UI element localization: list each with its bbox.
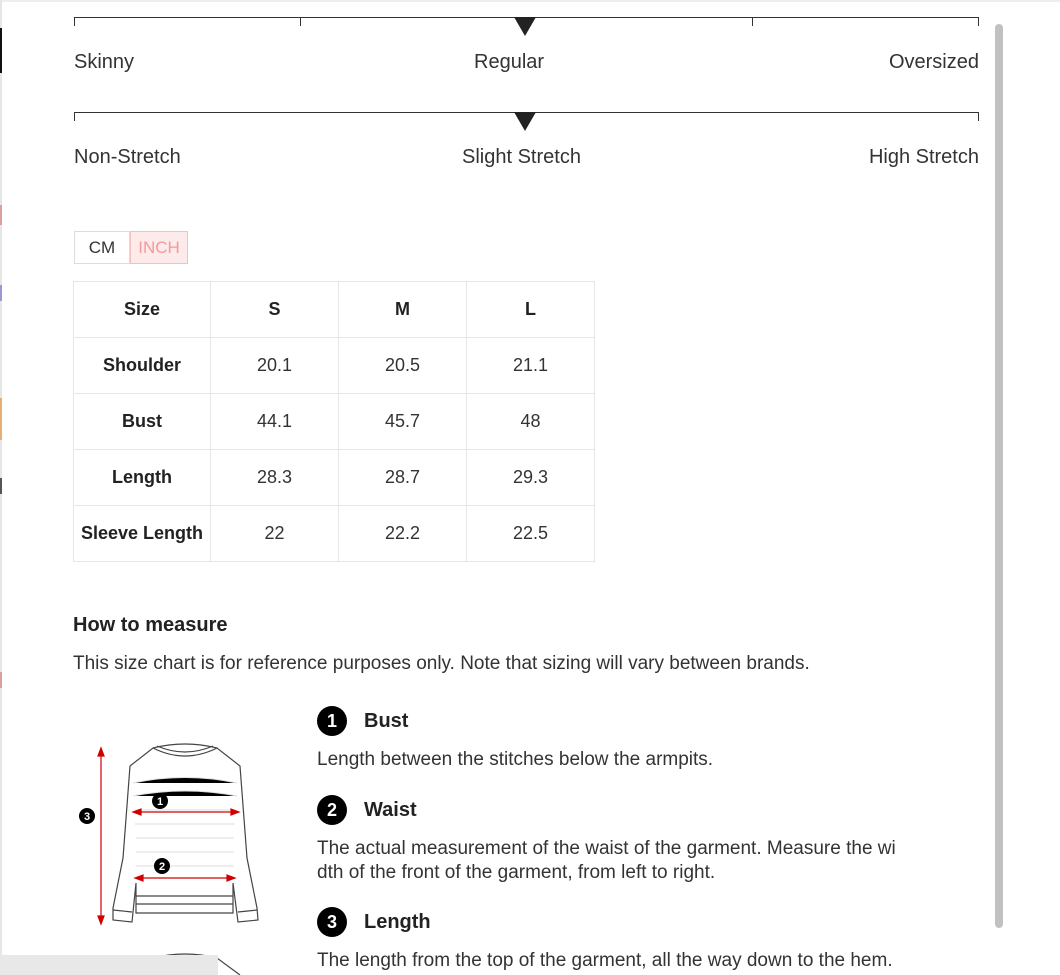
measure-item-bust	[317, 706, 917, 772]
fit-scale	[74, 17, 979, 77]
fit-label-skinny: Skinny	[74, 51, 135, 73]
table-header-cell: L	[467, 282, 595, 338]
bottom-overlay-bar	[0, 955, 218, 975]
how-to-measure-title: How to measure	[73, 614, 228, 636]
table-header-cell: Size	[74, 282, 211, 338]
number-2-icon: 2	[317, 795, 347, 825]
stretch-label-high-stretch: High Stretch	[868, 146, 979, 168]
table-cell: 28.3	[211, 450, 339, 506]
unit-toggle	[74, 231, 188, 264]
measure-item-title: Bust	[364, 709, 409, 732]
fit-scale-tick	[752, 17, 753, 26]
table-row	[74, 394, 595, 450]
top-border	[0, 0, 1060, 2]
table-cell: 22.2	[339, 506, 467, 562]
how-to-measure-note: This size chart is for reference purposes only. Note that sizing will vary between brands.	[73, 653, 810, 674]
table-cell: 44.1	[211, 394, 339, 450]
table-cell: 28.7	[339, 450, 467, 506]
fit-scale-tick	[300, 17, 301, 26]
stretch-label-slight-stretch: Slight Stretch	[462, 146, 581, 168]
table-cell: 48	[467, 394, 595, 450]
triangle-down-icon	[514, 17, 536, 36]
fit-scale-tick	[74, 17, 75, 26]
table-header-cell: M	[339, 282, 467, 338]
diagram-marker-3: 3	[83, 811, 91, 823]
stretch-scale-tick	[74, 112, 75, 121]
measure-item-desc: The length from the top of the garment, all the way down to the hem.	[317, 950, 893, 971]
stretch-scale-tick	[978, 112, 979, 121]
triangle-down-icon	[514, 112, 536, 131]
left-edge-strip	[0, 0, 2, 975]
row-label: Bust	[74, 394, 211, 450]
table-cell: 45.7	[339, 394, 467, 450]
fit-label-regular: Regular	[474, 51, 545, 73]
unit-inch-button[interactable]: INCH	[130, 231, 188, 264]
table-row	[74, 506, 595, 562]
table-cell: 21.1	[467, 338, 595, 394]
table-row	[74, 450, 595, 506]
unit-cm-button[interactable]: CM	[74, 231, 130, 264]
measure-item-desc: The actual measurement of the waist of the garment. Measure the wi dth of the front of the garment, from left to right.	[317, 838, 896, 883]
measure-item-title: Waist	[364, 798, 417, 821]
row-label: Length	[74, 450, 211, 506]
fit-label-oversized: Oversized	[888, 51, 979, 73]
table-cell: 22	[211, 506, 339, 562]
number-1-icon: 1	[317, 706, 347, 736]
measure-item-desc: Length between the stitches below the armpits.	[317, 749, 714, 770]
measure-item-length	[317, 907, 917, 973]
sweater-diagram-icon	[75, 738, 265, 975]
fit-scale-tick	[978, 17, 979, 26]
table-cell: 29.3	[467, 450, 595, 506]
stretch-scale	[74, 112, 979, 172]
table-header-cell: S	[211, 282, 339, 338]
size-table	[73, 281, 595, 562]
measure-item-title: Length	[364, 910, 431, 933]
measure-item-waist	[317, 795, 917, 885]
stretch-label-non-stretch: Non-Stretch	[74, 146, 181, 168]
row-label: Shoulder	[74, 338, 211, 394]
table-cell: 22.5	[467, 506, 595, 562]
table-cell: 20.5	[339, 338, 467, 394]
diagram-marker-1: 1	[156, 796, 164, 808]
table-header-row	[74, 282, 595, 338]
scrollbar-thumb[interactable]	[995, 24, 1003, 928]
diagram-marker-2: 2	[158, 861, 166, 873]
table-cell: 20.1	[211, 338, 339, 394]
row-label: Sleeve Length	[74, 506, 211, 562]
table-row	[74, 338, 595, 394]
number-3-icon: 3	[317, 907, 347, 937]
